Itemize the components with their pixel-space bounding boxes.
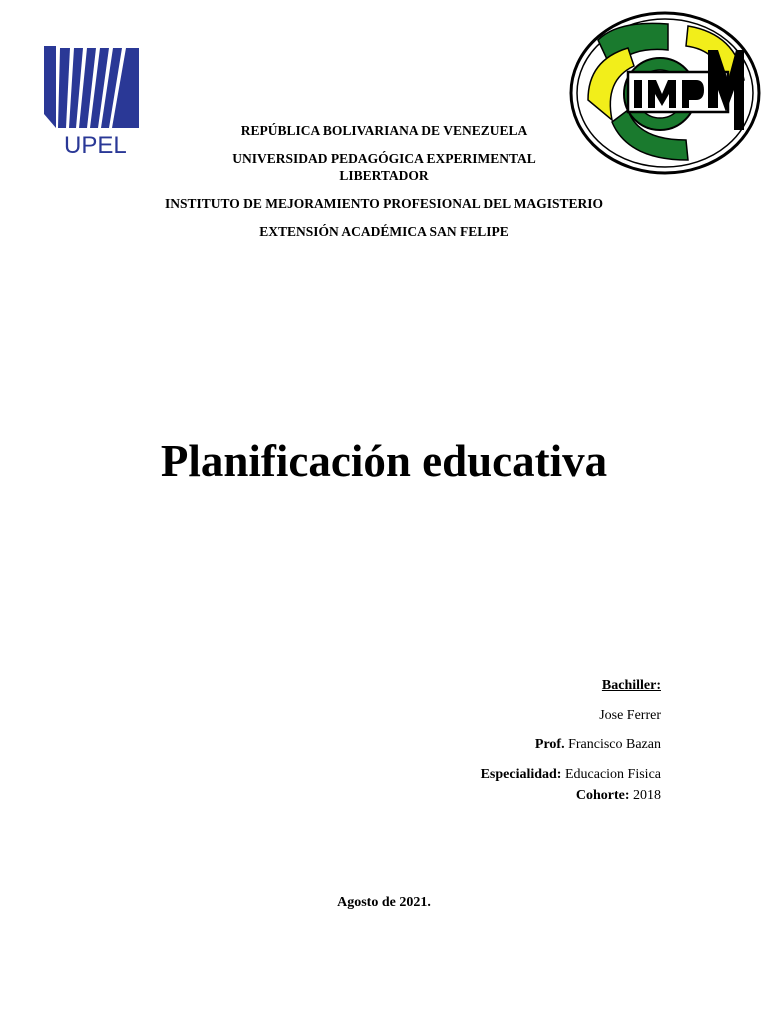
prof-label: Prof.	[534, 737, 565, 752]
header-line-extension: EXTENSIÓN ACADÉMICA SAN FELIPE	[259, 224, 509, 239]
bachiller-name: Jose Ferrer	[599, 708, 661, 723]
cohorte-row	[576, 787, 661, 805]
bachiller-label: Bachiller:	[601, 678, 661, 693]
document-title: Planificación educativa	[160, 436, 608, 486]
bachiller-label-row	[602, 677, 661, 695]
upel-logo	[42, 44, 142, 158]
upel-emblem-icon	[42, 44, 142, 130]
prof-row	[535, 736, 661, 754]
especialidad-value: Educacion Fisica	[564, 767, 661, 782]
especialidad-label: Especialidad:	[480, 767, 562, 782]
cohorte-label: Cohorte:	[575, 788, 630, 803]
bachiller-name-row	[599, 707, 661, 725]
cohorte-value: 2018	[633, 788, 661, 803]
header-line-universidad: UNIVERSIDAD PEDAGÓGICA EXPERIMENTAL	[232, 151, 536, 166]
especialidad-row	[481, 766, 661, 784]
prof-name: Francisco Bazan	[568, 737, 661, 752]
upel-logo-text: UPEL	[64, 132, 127, 159]
header-line-republica: REPÚBLICA BOLIVARIANA DE VENEZUELA	[240, 123, 528, 138]
document-date: Agosto de 2021.	[337, 895, 431, 910]
header-line-instituto: INSTITUTO DE MEJORAMIENTO PROFESIONAL DEL MAGISTERIO	[165, 196, 603, 211]
header-line-libertador: LIBERTADOR	[339, 168, 429, 183]
